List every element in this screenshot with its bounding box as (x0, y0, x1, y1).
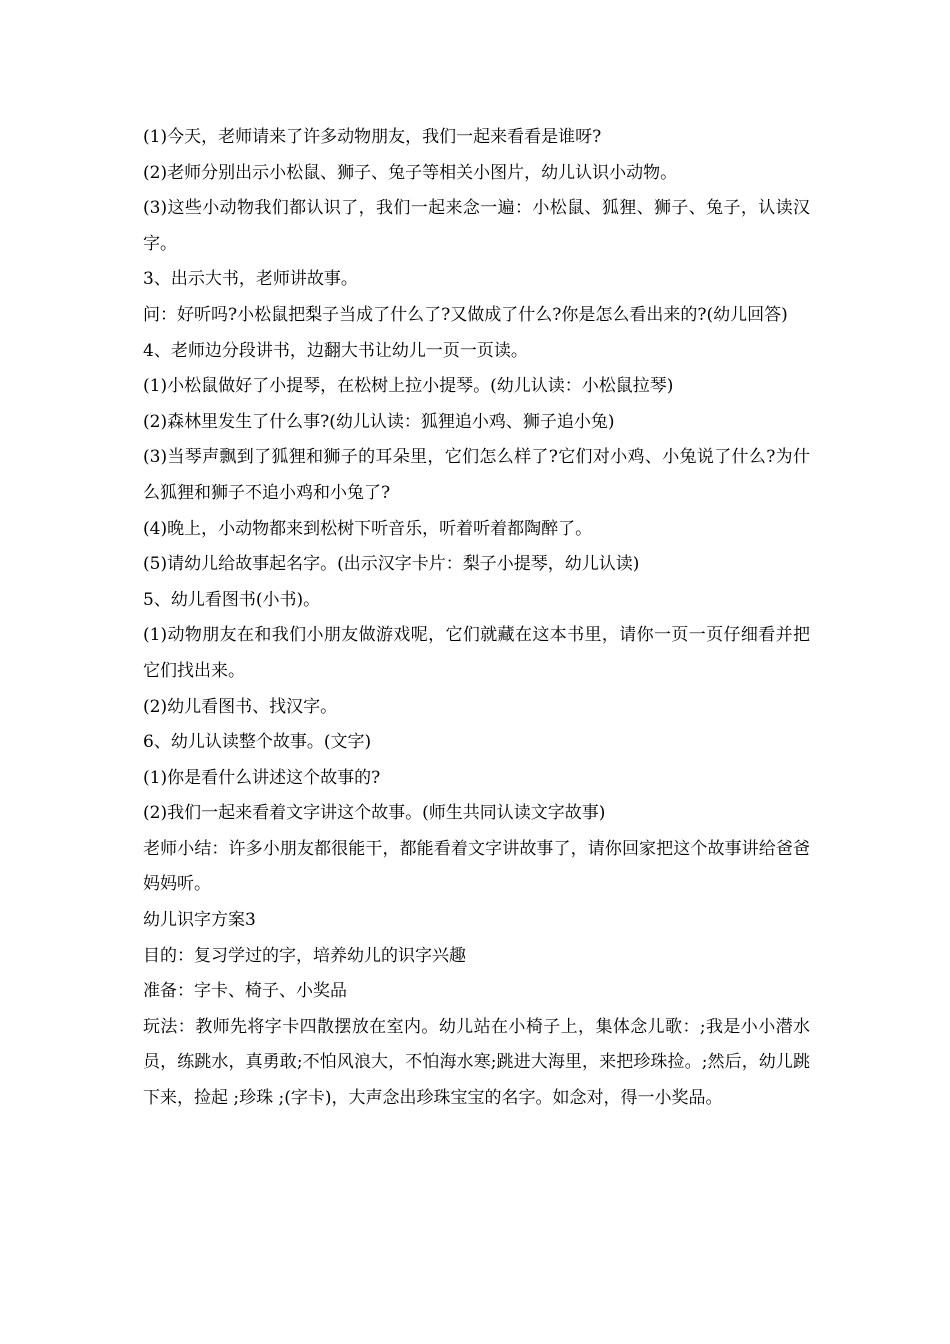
paragraph: (1)今天，老师请来了许多动物朋友，我们一起来看看是谁呀? (143, 127, 602, 147)
paragraph: (4)晚上，小动物都来到松树下听音乐，听着听着都陶醉了。 (143, 518, 593, 539)
paragraph: 玩法：教师先将字卡四散摆放在室内。幼儿站在小椅子上，集体念儿歌：;我是小小潜水员，练跳水，真勇敢;不怕风浪大，不怕海水寒;跳进大海里，来把珍珠捡。;然后，幼儿跳下来，捡起 ;珍珠 ;(字卡)，大声念出珍珠宝宝的名字。如念对，得一小奖品。 (143, 1016, 810, 1109)
paragraph: 准备：字卡、椅子、小奖品 (143, 981, 347, 1002)
section-heading: 5、幼儿看图书(小书)。 (143, 589, 321, 610)
paragraph: 老师小结：许多小朋友都很能干，都能看着文字讲故事了，请你回家把这个故事讲给爸爸妈妈听。 (143, 838, 810, 895)
paragraph: (2)我们一起来看着文字讲这个故事。(师生共同认读文字故事) (143, 803, 606, 824)
plan-title: 幼儿识字方案3 (143, 910, 256, 931)
paragraph: (1)小松鼠做好了小提琴，在松树上拉小提琴。(幼儿认读：小松鼠拉琴) (143, 376, 674, 397)
paragraph: 问：好听吗?小松鼠把梨子当成了什么了?又做成了什么?你是怎么看出来的?(幼儿回答) (143, 304, 788, 325)
paragraph: (3)这些小动物我们都认识了，我们一起来念一遍：小松鼠、狐狸、狮子、兔子，认读汉字。 (143, 198, 810, 254)
section-heading: 4、老师边分段讲书，边翻大书让幼儿一页一页读。 (143, 340, 528, 361)
paragraph: 目的：复习学过的字，培养幼儿的识字兴趣 (143, 945, 466, 966)
paragraph: (2)幼儿看图书、找汉字。 (143, 696, 338, 717)
paragraph: (1)动物朋友在和我们小朋友做游戏呢，它们就藏在这本书里，请你一页一页仔细看并把它们找出来。 (143, 625, 810, 681)
paragraph: (2)森林里发生了什么事?(幼儿认读：狐狸追小鸡、狮子追小兔) (143, 411, 615, 432)
section-heading: 3、出示大书，老师讲故事。 (143, 269, 358, 290)
paragraph: (3)当琴声飘到了狐狸和狮子的耳朵里，它们怎么样了?它们对小鸡、小兔说了什么?为什么狐狸和狮子不追小鸡和小兔了? (143, 447, 810, 503)
paragraph: (1)你是看什么讲述这个故事的? (143, 767, 381, 788)
paragraph: (5)请幼儿给故事起名字。(出示汉字卡片：梨子小提琴，幼儿认读) (143, 554, 640, 575)
document-body (143, 120, 810, 1117)
section-heading: 6、幼儿认读整个故事。(文字) (143, 732, 372, 753)
paragraph: (2)老师分别出示小松鼠、狮子、兔子等相关小图片，幼儿认识小动物。 (143, 162, 678, 183)
